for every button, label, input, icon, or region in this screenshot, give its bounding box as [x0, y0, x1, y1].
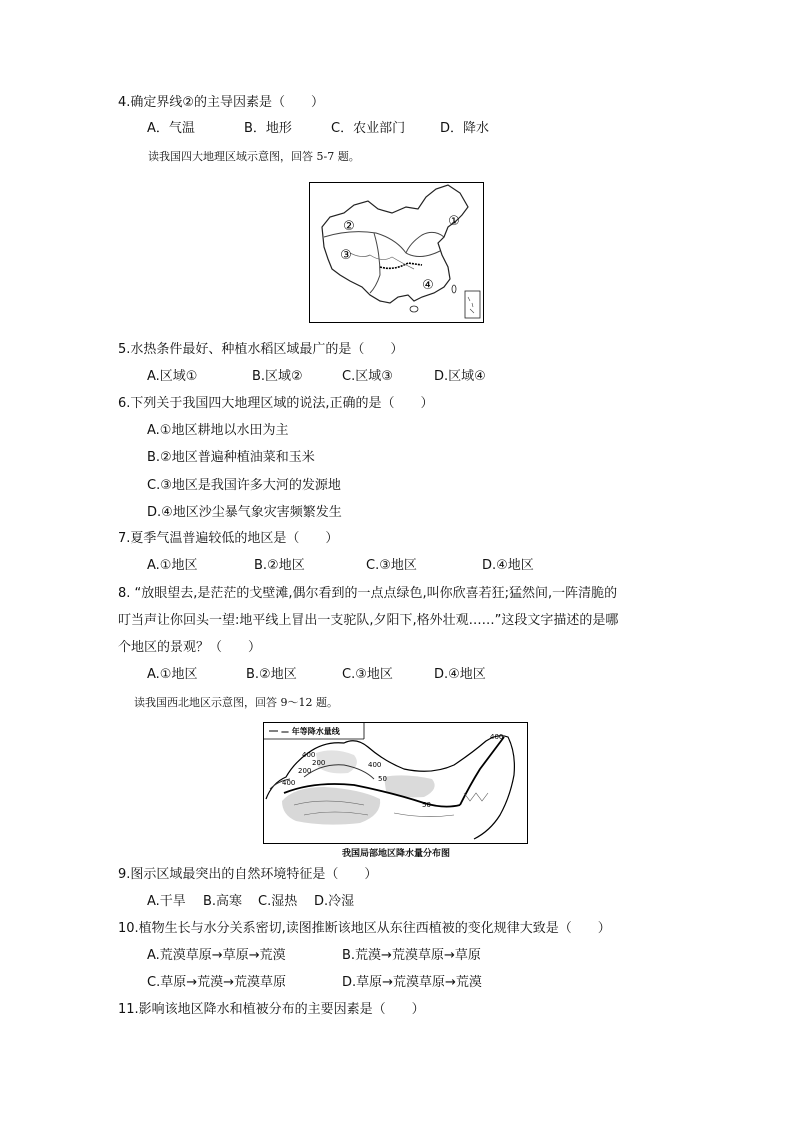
isoline-label-400-b: 400: [282, 779, 296, 787]
isoline-label-200-a: 200: [312, 759, 326, 767]
q10-option-a: A.荒漠草原→草原→荒漠: [147, 948, 286, 963]
intro-q5-7: 读我国四大地理区域示意图，回答 5-7 题。: [148, 150, 360, 163]
q4-option-b: B．地形: [244, 121, 292, 136]
boundary-line-3: [380, 263, 422, 268]
isoline-label-50-b: 50: [422, 801, 431, 809]
map2-caption: 我国局部地区降水量分布图: [342, 849, 451, 859]
map2-legend: — 年等降水量线: [281, 727, 340, 736]
q5-option-c: C.区域③: [342, 369, 393, 384]
q4-stem: 4.确定界线②的主导因素是（ ）: [118, 95, 325, 110]
q10-option-b: B.荒漠→荒漠草原→草原: [342, 948, 481, 963]
q9-option-c: C.湿热: [258, 894, 298, 909]
river-line: [350, 253, 414, 269]
china-regions-map: [309, 182, 484, 323]
q9-stem: 9.图示区域最突出的自然环境特征是（ ）: [118, 867, 378, 882]
china-outline: [322, 185, 468, 303]
region-label-3: ③: [340, 248, 352, 263]
q10-option-c: C.草原→荒漠→荒漠草原: [147, 975, 286, 990]
q9-option-d: D.冷湿: [314, 894, 355, 909]
q8-option-a: A.①地区: [147, 667, 198, 682]
region-label-2: ②: [343, 219, 355, 234]
q8-option-d: D.④地区: [434, 667, 486, 682]
q11-stem: 11.影响该地区降水和植被分布的主要因素是（ ）: [118, 1002, 425, 1017]
isoline-label-400-a: 400: [302, 751, 316, 759]
q8-stem-line-3: 个地区的景观？（ ）: [118, 640, 262, 655]
desert-tarim: [282, 787, 380, 825]
q5-option-d: D.区域④: [434, 369, 486, 384]
q10-option-d: D.草原→荒漠草原→荒漠: [342, 975, 482, 990]
q5-option-a: A.区域①: [147, 369, 198, 384]
isoline-label-400-c: 400: [368, 761, 382, 769]
isoline-label-50-a: 50: [378, 775, 387, 783]
q9-option-b: B.高寒: [203, 894, 243, 909]
china-regions-map-svg: [310, 183, 483, 322]
boundary-line-2: [370, 233, 380, 293]
q6-option-d: D.④地区沙尘暴气象灾害频繁发生: [147, 505, 342, 520]
taiwan-island: [452, 285, 456, 293]
q8-stem-line-1: 8. “放眼望去,是茫茫的戈壁滩,偶尔看到的一点点绿色,叫你欣喜若狂;猛然间,一阵清脆的: [118, 586, 618, 601]
region-label-4: ④: [422, 278, 434, 293]
q6-option-c: C.③地区是我国许多大河的发源地: [147, 478, 341, 493]
northwest-precip-map: [263, 722, 528, 844]
q8-stem-line-2: 叮当声让你回头一望:地平线上冒出一支驼队,夕阳下,格外壮观……”这段文字描述的是哪: [118, 613, 619, 628]
q4-option-d: D．降水: [440, 121, 490, 136]
q7-option-a: A.①地区: [147, 558, 198, 573]
northwest-precip-map-svg: [264, 723, 527, 843]
isoline-label-400-d: 400: [490, 733, 504, 741]
q6-option-a: A.①地区耕地以水田为主: [147, 423, 289, 438]
isoline-label-200-b: 200: [298, 767, 312, 775]
q7-stem: 7.夏季气温普遍较低的地区是（ ）: [118, 531, 339, 546]
q5-stem: 5.水热条件最好、种植水稻区域最广的是（ ）: [118, 342, 404, 357]
q8-option-b: B.②地区: [246, 667, 297, 682]
q9-option-a: A.干旱: [147, 894, 186, 909]
isoline-400-east: [460, 737, 504, 805]
q7-option-d: D.④地区: [482, 558, 534, 573]
q6-option-b: B.②地区普遍种植油菜和玉米: [147, 450, 315, 465]
intro-q9-12: 读我国西北地区示意图，回答 9～12 题。: [134, 696, 338, 709]
q6-stem: 6.下列关于我国四大地理区域的说法,正确的是（ ）: [118, 396, 434, 411]
hainan-island: [410, 306, 418, 312]
south-sea-dots: [468, 297, 474, 313]
q10-stem: 10.植物生长与水分关系密切,读图推断该地区从东往西植被的变化规律大致是（ ）: [118, 921, 611, 936]
region-label-1: ①: [448, 214, 460, 229]
q4-option-c: C．农业部门: [331, 121, 406, 136]
q7-option-c: C.③地区: [366, 558, 417, 573]
q5-option-b: B.区域②: [252, 369, 303, 384]
q7-option-b: B.②地区: [254, 558, 305, 573]
q4-option-a: A．气温: [147, 121, 195, 136]
q8-option-c: C.③地区: [342, 667, 393, 682]
